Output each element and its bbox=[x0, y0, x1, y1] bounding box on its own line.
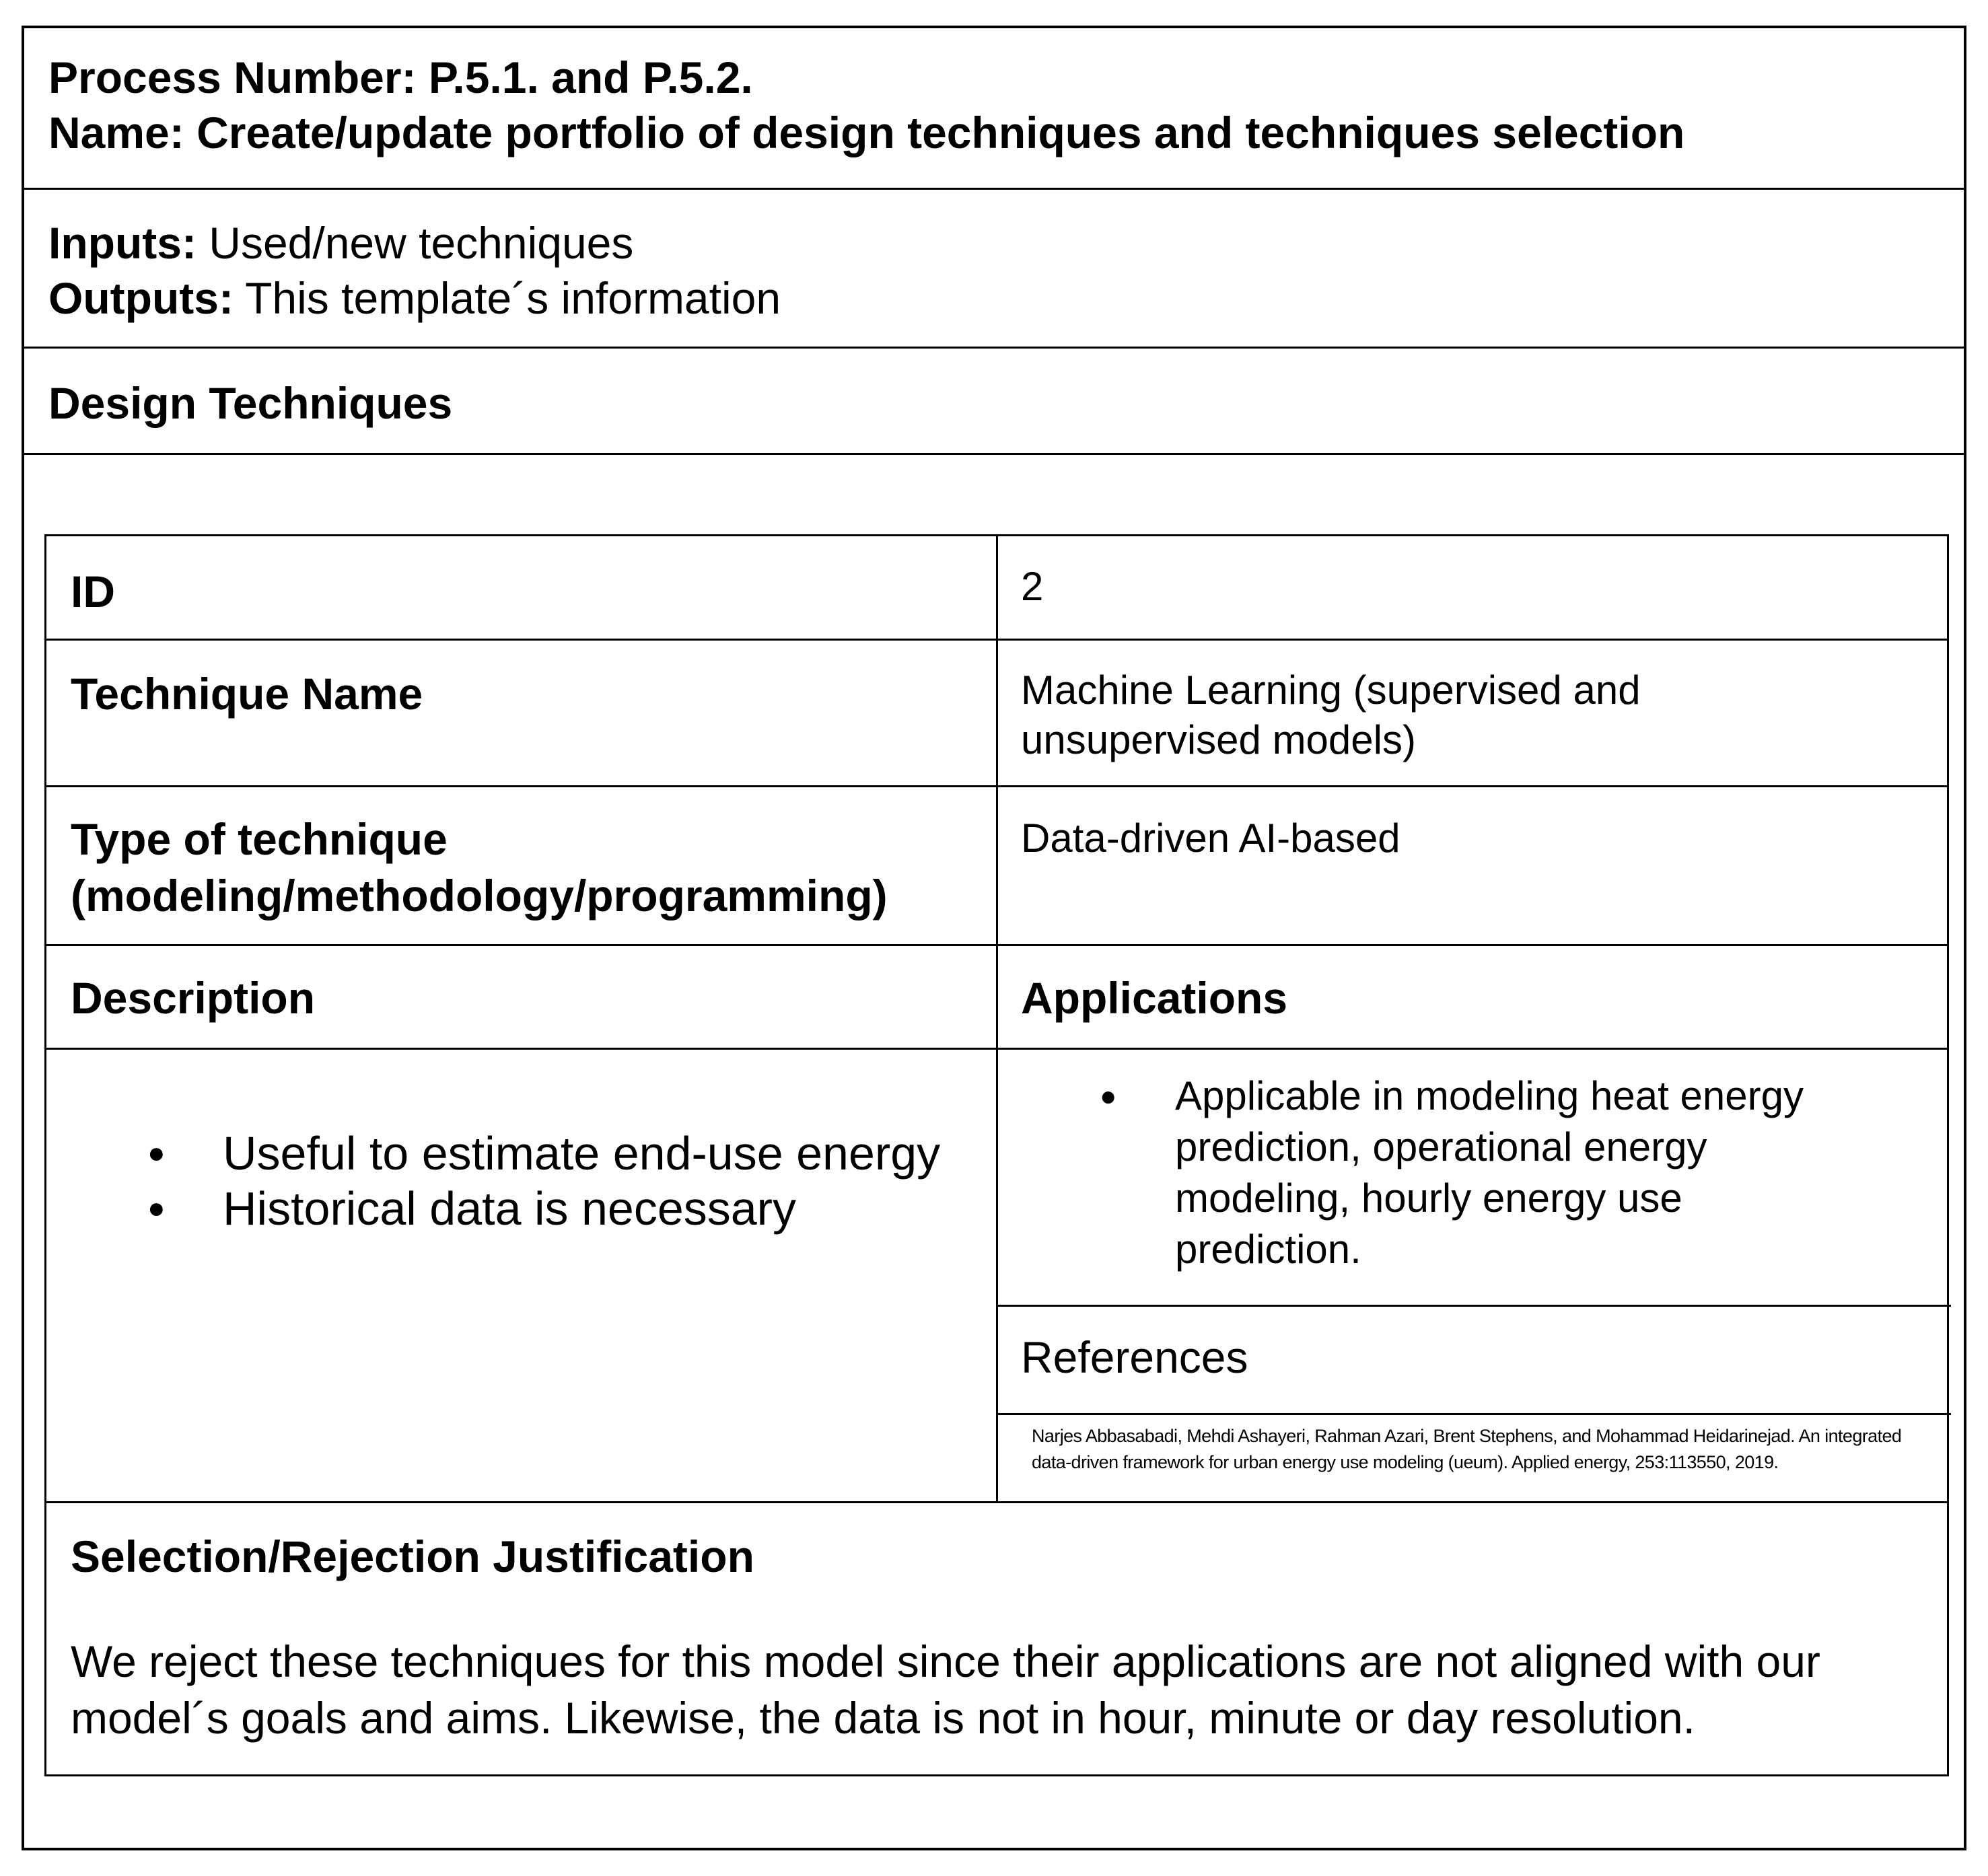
bullet-icon: ● bbox=[1100, 1080, 1117, 1112]
description-label: Description bbox=[71, 973, 316, 1023]
process-header bbox=[24, 28, 1964, 190]
process-template-frame bbox=[22, 26, 1966, 1850]
type-label-line: Type of technique bbox=[71, 814, 448, 864]
description-bullet-text: Useful to estimate end-use energy bbox=[223, 1127, 941, 1180]
section-title-band bbox=[24, 349, 1964, 455]
outputs-label: Outputs: bbox=[48, 273, 234, 323]
outputs-value: This template´s information bbox=[233, 273, 781, 323]
bullet-icon: ● bbox=[147, 1137, 166, 1169]
technique-name-label: Technique Name bbox=[71, 669, 423, 719]
type-value: Data-driven AI-based bbox=[1021, 816, 1400, 861]
row-divider bbox=[46, 785, 1947, 787]
type-label bbox=[71, 811, 888, 924]
description-bullet-text: Historical data is necessary bbox=[223, 1182, 796, 1235]
row-divider bbox=[46, 639, 1947, 641]
justification-text: We reject these techniques for this model since their applications are not aligned with our model´s goals and aims. Likewise, the data is not in hour, minute or day resolution. bbox=[71, 1636, 1820, 1743]
section-title: Design Techniques bbox=[48, 378, 453, 428]
applications-bullet-item bbox=[1100, 1071, 1840, 1275]
references-label: References bbox=[1021, 1332, 1248, 1382]
applications-label: Applications bbox=[1021, 973, 1288, 1023]
technique-name-line: unsupervised models) bbox=[1021, 717, 1416, 762]
technique-name-value bbox=[1021, 665, 1641, 765]
inputs-line bbox=[48, 215, 1964, 270]
description-bullet-item bbox=[147, 1126, 982, 1181]
reference-text: Narjes Abbasabadi, Mehdi Ashayeri, Rahman Azari, Brent Stephens, and Mohammad Heidarinejad. An integrated data-driven framework for urban energy use modeling (ueum). Applied energy, 253:113550, 2019. bbox=[1032, 1426, 1902, 1472]
process-number: Process Number: P.5.1. and P.5.2. bbox=[48, 52, 753, 102]
inputs-outputs bbox=[24, 190, 1964, 349]
outputs-line bbox=[48, 270, 1964, 326]
inputs-label: Inputs: bbox=[48, 218, 197, 268]
row-divider bbox=[996, 1305, 1951, 1307]
description-list bbox=[147, 1126, 982, 1236]
row-divider bbox=[46, 1048, 1947, 1050]
applications-list bbox=[1100, 1071, 1840, 1275]
row-divider bbox=[46, 944, 1947, 946]
type-label-line: (modeling/methodology/programming) bbox=[71, 871, 888, 921]
column-divider bbox=[996, 536, 998, 1503]
description-bullet-item bbox=[147, 1181, 982, 1236]
row-divider bbox=[46, 1501, 1947, 1503]
id-value: 2 bbox=[1021, 564, 1044, 609]
inputs-value: Used/new techniques bbox=[196, 218, 634, 268]
row-divider bbox=[996, 1413, 1951, 1415]
technique-table bbox=[44, 534, 1949, 1776]
applications-bullet-text: Applicable in modeling heat energy prediction, operational energy modeling, hourly energy use prediction. bbox=[1175, 1073, 1804, 1272]
bullet-icon: ● bbox=[147, 1192, 166, 1225]
process-name: Name: Create/update portfolio of design techniques and techniques selection bbox=[48, 108, 1685, 157]
technique-name-line: Machine Learning (supervised and bbox=[1021, 668, 1641, 713]
justification-label: Selection/Rejection Justification bbox=[71, 1531, 754, 1581]
id-label: ID bbox=[71, 567, 115, 616]
